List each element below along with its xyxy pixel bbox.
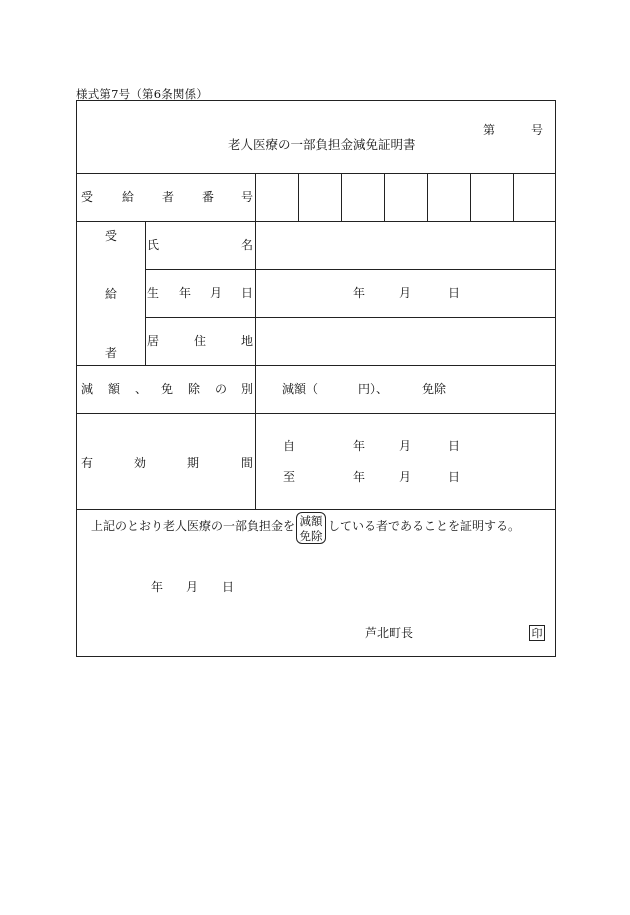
reduction-type-field[interactable] bbox=[256, 366, 556, 413]
certification-text-after: している者であることを証明する。 bbox=[328, 519, 521, 533]
form-number: 様式第7号（第6条関係） bbox=[76, 87, 209, 101]
certification-text-before: 上記のとおり老人医療の一部負担金を bbox=[91, 519, 296, 533]
birth-date-field[interactable] bbox=[256, 270, 556, 317]
address-field[interactable] bbox=[256, 318, 556, 365]
choice-exempt: 免除 bbox=[299, 529, 323, 543]
reduction-choice-box bbox=[296, 512, 326, 544]
seal-mark: 印 bbox=[529, 625, 545, 641]
reduction-prefix: 減額（ bbox=[282, 382, 319, 396]
validity-period-field[interactable] bbox=[256, 414, 556, 509]
number-gou: 号 bbox=[531, 123, 544, 137]
name-field[interactable] bbox=[256, 222, 556, 269]
certificate-form: 第 号 老人医療の一部負担金減免証明書 受 給 者 番 号 受 給 者 氏 名 生 年 月 日 年 月 日 居 住 地 減 額 、 免 除 の 別 減額（ 円）、 免除 有 効 期 間 自 年 月 日 至 年 月 日 上記のとおり老人医療の一部負担金を 減額 免除 している者であることを証明する。 年 月 日 芦北町長 印 bbox=[76, 100, 556, 657]
number-dai: 第 bbox=[483, 123, 496, 137]
rule-validity-bottom bbox=[77, 509, 555, 510]
validity-to: 至 bbox=[283, 470, 296, 484]
reduction-exempt: 免除 bbox=[422, 382, 447, 396]
rule-group-column bbox=[145, 221, 146, 365]
reduction-yen: 円）、 bbox=[358, 382, 389, 396]
recipient-number-boxes[interactable] bbox=[256, 174, 556, 221]
document-title: 老人医療の一部負担金減免証明書 bbox=[228, 137, 416, 152]
choice-reduce: 減額 bbox=[299, 514, 323, 528]
issuer-name: 芦北町長 bbox=[365, 626, 414, 640]
validity-from: 自 bbox=[283, 439, 296, 453]
